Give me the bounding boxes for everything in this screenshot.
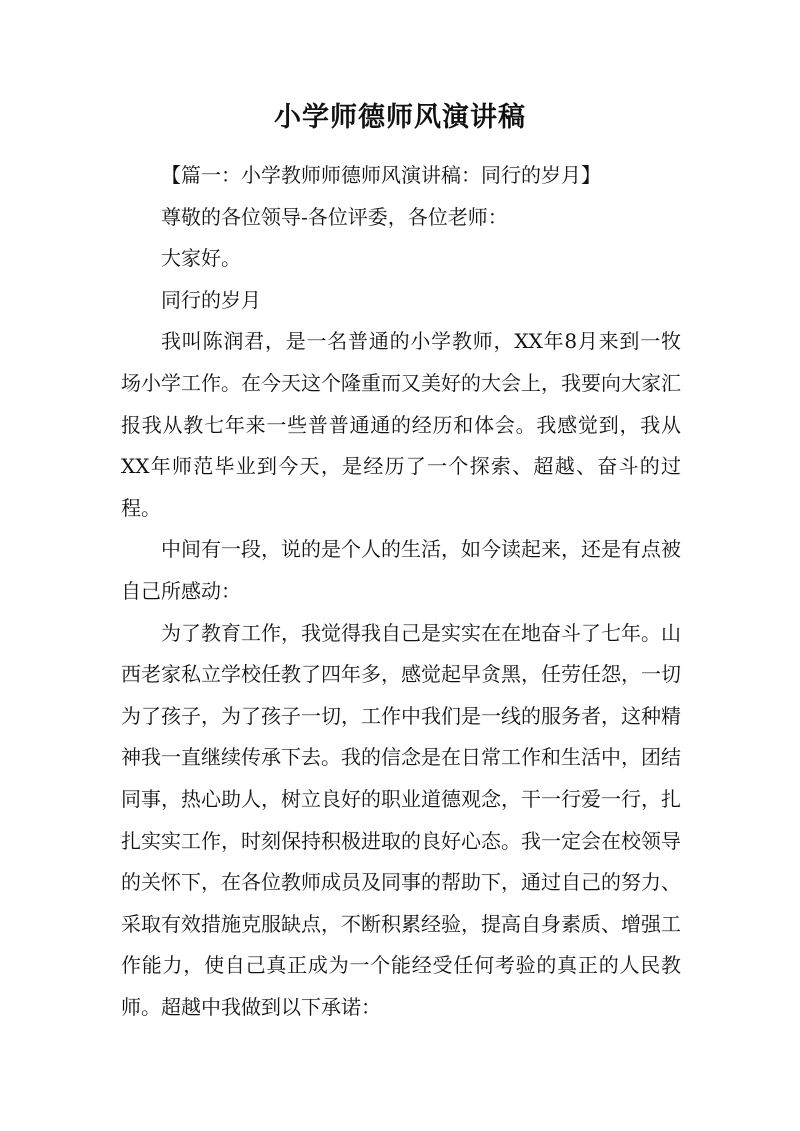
document-body bbox=[121, 155, 681, 1028]
salutation: 尊敬的各位领导-各位评委，各位老师： bbox=[161, 204, 508, 229]
paragraph: 我叫陈润君，是一名普通的小学教师，XX年8月来到一牧场小学工作。在今天这个隆重而又美好的大会上，我要向大家汇报我从教七年来一些普普通通的经历和体会。我感觉到，我从XX年师范毕业到今天，是经历了一个探索、超越、奋斗的过程。 bbox=[121, 329, 681, 520]
document-title: 小学师德师风演讲稿 bbox=[274, 102, 526, 133]
section-heading: 【篇一：小学教师师德师风演讲稿：同行的岁月】 bbox=[161, 163, 601, 187]
greeting: 大家好。 bbox=[161, 246, 241, 271]
paragraph: 中间有一段，说的是个人的生活，如今读起来，还是有点被自己所感动： bbox=[121, 537, 681, 603]
speech-title: 同行的岁月 bbox=[161, 287, 261, 312]
paragraph: 为了教育工作，我觉得我自己是实实在在地奋斗了七年。山西老家私立学校任教了四年多，感觉起早贪黑，任劳任怨，一切为了孩子，为了孩子一切，工作中我们是一线的服务者，这种精神我一直继续传承下去。我的信念是在日常工作和生活中，团结同事，热心助人，树立良好的职业道德观念，干一行爱一行，扎扎实实工作，时刻保持积极进取的良好心态。我一定会在校领导的关怀下，在各位教师成员及同事的帮助下，通过自己的努力、采取有效措施克服缺点，不断积累经验，提高自身素质、增强工作能力，使自己真正成为一个能经受任何考验的真正的人民教师。超越中我做到以下承诺： bbox=[121, 620, 681, 1019]
